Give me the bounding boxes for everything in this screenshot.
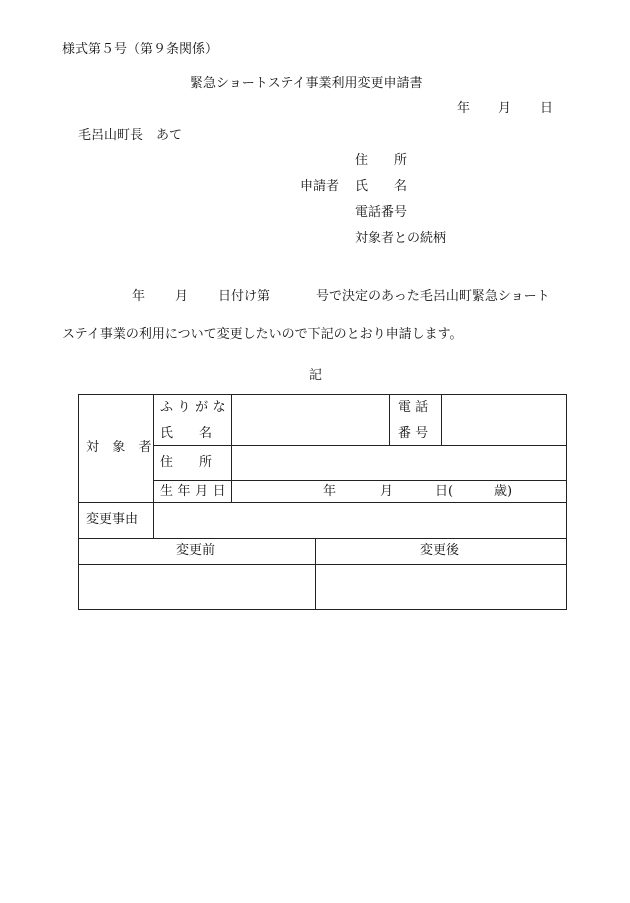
form-number: 様式第５号（第９条関係） <box>62 42 219 57</box>
subject-address-label: 住 所 <box>160 455 213 470</box>
body-line1-rest: 号で決定のあった毛呂山町緊急ショート <box>316 289 550 304</box>
body-day-ref: 日付け第 <box>218 289 271 304</box>
birth-month: 月 <box>380 484 394 499</box>
subject-table <box>78 394 567 610</box>
row-sep-reason <box>78 502 567 503</box>
addressee: 毛呂山町長 あて <box>78 128 183 143</box>
applicant-address-label: 住 所 <box>355 153 408 168</box>
body-line2: ステイ事業の利用について変更したいので下記のとおり申請します。 <box>62 327 463 342</box>
subject-name-label: 氏 名 <box>160 426 213 441</box>
date-year: 年 <box>457 101 471 116</box>
change-reason-label: 変更事由 <box>86 512 139 527</box>
row-sep-change-header <box>78 538 567 539</box>
col-sep-phone-right <box>441 394 442 446</box>
applicant-name-label: 氏 名 <box>355 179 408 194</box>
applicant-phone-label: 電話番号 <box>355 205 408 220</box>
date-day: 日 <box>540 101 554 116</box>
col-sep-subject <box>153 394 154 539</box>
ki-label: 記 <box>309 368 323 383</box>
after-change-header: 変更後 <box>420 543 460 558</box>
phone-label-line2: 番 号 <box>398 426 429 441</box>
furigana-label: ふりがな <box>160 400 231 415</box>
col-sep-before-after <box>315 538 316 610</box>
row-sep-birthdate <box>153 480 567 481</box>
body-year: 年 <box>132 289 146 304</box>
birth-age: 歳) <box>494 484 513 499</box>
birth-year: 年 <box>323 484 337 499</box>
date-month: 月 <box>498 101 512 116</box>
before-change-header: 変更前 <box>176 543 216 558</box>
applicant-label: 申請者 <box>300 179 340 194</box>
birthdate-label: 生年月日 <box>160 484 231 499</box>
body-month: 月 <box>175 289 189 304</box>
birth-day: 日( <box>435 484 454 499</box>
table-border-bottom <box>78 609 567 610</box>
phone-label-line1: 電 話 <box>398 400 429 415</box>
col-sep-field-label <box>231 394 232 503</box>
row-sep-change-body <box>78 564 567 565</box>
subject-label: 対 象 者 <box>86 440 157 455</box>
row-sep-address <box>153 445 567 446</box>
applicant-relation-label: 対象者との続柄 <box>355 231 447 246</box>
table-border-top <box>78 394 567 395</box>
form-title: 緊急ショートステイ事業利用変更申請書 <box>190 76 423 91</box>
col-sep-phone-left <box>389 394 390 446</box>
